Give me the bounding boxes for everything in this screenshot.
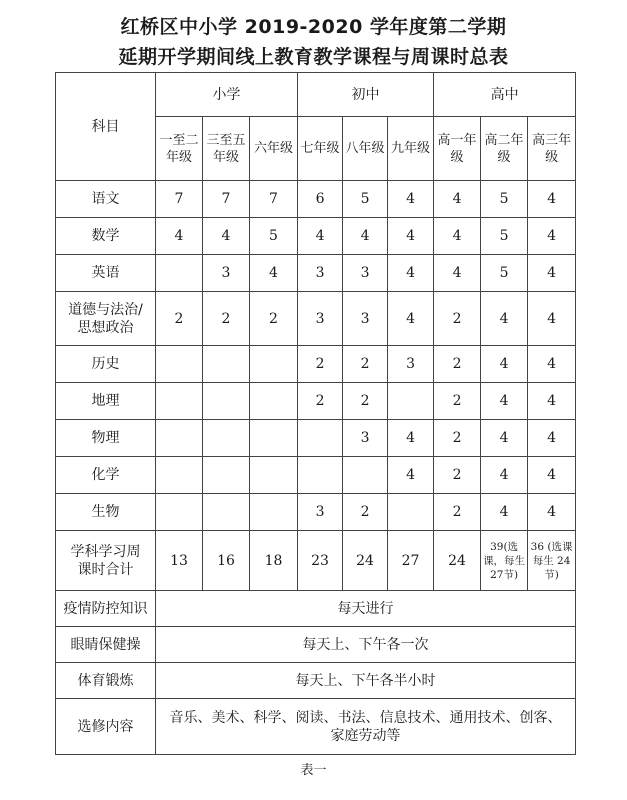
total-cell: 16 (203, 531, 250, 591)
total-cell-note: 36 (选课每生 24 节) (528, 531, 576, 591)
grade-header: 八年级 (343, 117, 388, 181)
table-row (56, 457, 576, 494)
hours-cell (250, 420, 298, 457)
total-cell: 24 (434, 531, 481, 591)
hours-cell: 5 (481, 255, 528, 292)
hours-cell: 4 (388, 420, 434, 457)
hours-cell: 4 (528, 346, 576, 383)
subject-label: 历史 (56, 346, 156, 383)
hours-cell (203, 383, 250, 420)
table-row (56, 494, 576, 531)
grade-header: 三至五年级 (203, 117, 250, 181)
total-cell: 13 (156, 531, 203, 591)
table-row (56, 383, 576, 420)
hours-cell (250, 346, 298, 383)
total-cell: 18 (250, 531, 298, 591)
table-row (56, 420, 576, 457)
hours-cell: 2 (434, 383, 481, 420)
hours-cell: 2 (434, 292, 481, 346)
hours-cell: 4 (528, 383, 576, 420)
extra-row (56, 699, 576, 755)
grade-header: 七年级 (298, 117, 343, 181)
hours-cell: 4 (481, 494, 528, 531)
hours-cell: 4 (481, 420, 528, 457)
hours-cell: 5 (481, 181, 528, 218)
extra-label: 疫情防控知识 (56, 591, 156, 627)
hours-cell: 4 (156, 218, 203, 255)
hours-cell: 4 (528, 457, 576, 494)
group-header-junior: 初中 (298, 73, 434, 117)
hours-cell: 2 (298, 346, 343, 383)
hours-cell: 3 (343, 292, 388, 346)
hours-cell (298, 457, 343, 494)
hours-cell (156, 457, 203, 494)
hours-cell: 4 (528, 218, 576, 255)
hours-cell: 7 (156, 181, 203, 218)
document-title: 红桥区中小学 2019-2020 学年度第二学期 (120, 16, 507, 38)
group-header-senior: 高中 (434, 73, 576, 117)
total-cell: 24 (343, 531, 388, 591)
subject-label: 道德与法治/思想政治 (56, 292, 156, 346)
hours-cell (250, 457, 298, 494)
extra-value: 每天上、下午各半小时 (156, 663, 576, 699)
header-row-groups (56, 73, 576, 117)
hours-cell: 4 (343, 218, 388, 255)
grade-header: 高三年级 (528, 117, 576, 181)
hours-cell: 4 (528, 292, 576, 346)
hours-cell: 2 (203, 292, 250, 346)
subject-label: 语文 (56, 181, 156, 218)
grade-header: 六年级 (250, 117, 298, 181)
extra-value: 音乐、美术、科学、阅读、书法、信息技术、通用技术、创客、家庭劳动等 (156, 699, 576, 755)
subject-label: 地理 (56, 383, 156, 420)
hours-cell (203, 457, 250, 494)
extra-row (56, 663, 576, 699)
hours-cell: 4 (481, 383, 528, 420)
extra-label: 眼睛保健操 (56, 627, 156, 663)
hours-cell: 6 (298, 181, 343, 218)
group-header-primary: 小学 (156, 73, 298, 117)
hours-cell: 3 (298, 292, 343, 346)
hours-cell (203, 346, 250, 383)
hours-cell: 5 (481, 218, 528, 255)
hours-cell: 5 (250, 218, 298, 255)
hours-cell: 4 (388, 255, 434, 292)
hours-cell: 7 (203, 181, 250, 218)
hours-cell: 2 (343, 494, 388, 531)
hours-cell: 7 (250, 181, 298, 218)
hours-cell: 3 (298, 494, 343, 531)
table-caption: 表一 (300, 763, 327, 778)
hours-cell: 2 (343, 346, 388, 383)
grade-header: 九年级 (388, 117, 434, 181)
hours-cell: 4 (481, 457, 528, 494)
hours-cell (156, 383, 203, 420)
hours-cell: 4 (388, 181, 434, 218)
hours-cell: 4 (434, 218, 481, 255)
hours-cell: 4 (388, 292, 434, 346)
total-row (56, 531, 576, 591)
hours-cell (388, 494, 434, 531)
hours-cell (203, 494, 250, 531)
hours-cell: 4 (298, 218, 343, 255)
hours-cell: 3 (203, 255, 250, 292)
hours-cell: 3 (388, 346, 434, 383)
subject-label: 英语 (56, 255, 156, 292)
subject-label: 物理 (56, 420, 156, 457)
extra-value: 每天进行 (156, 591, 576, 627)
total-cell-note: 39(选课，每生27节) (481, 531, 528, 591)
hours-cell: 2 (298, 383, 343, 420)
document-subtitle: 延期开学期间线上教育教学课程与周课时总表 (118, 46, 509, 68)
extra-row (56, 591, 576, 627)
hours-cell: 2 (343, 383, 388, 420)
total-cell: 23 (298, 531, 343, 591)
hours-cell: 2 (250, 292, 298, 346)
table-row (56, 255, 576, 292)
hours-cell: 2 (434, 346, 481, 383)
subject-label: 数学 (56, 218, 156, 255)
table-row (56, 346, 576, 383)
hours-cell: 2 (156, 292, 203, 346)
table-row (56, 181, 576, 218)
hours-cell (156, 494, 203, 531)
hours-cell (250, 383, 298, 420)
extra-value: 每天上、下午各一次 (156, 627, 576, 663)
hours-cell (156, 255, 203, 292)
hours-cell: 2 (434, 457, 481, 494)
hours-cell (343, 457, 388, 494)
hours-cell: 3 (298, 255, 343, 292)
extra-label: 选修内容 (56, 699, 156, 755)
hours-cell: 4 (434, 181, 481, 218)
hours-cell (388, 383, 434, 420)
hours-cell: 4 (388, 218, 434, 255)
hours-cell (298, 420, 343, 457)
hours-cell (250, 494, 298, 531)
hours-cell: 4 (481, 346, 528, 383)
hours-cell: 2 (434, 494, 481, 531)
hours-cell: 4 (528, 420, 576, 457)
hours-cell (156, 346, 203, 383)
hours-cell: 4 (250, 255, 298, 292)
hours-cell: 5 (343, 181, 388, 218)
hours-cell: 4 (481, 292, 528, 346)
table-row (56, 292, 576, 346)
hours-cell: 4 (434, 255, 481, 292)
grade-header: 高一年级 (434, 117, 481, 181)
hours-cell (156, 420, 203, 457)
grade-header: 一至二年级 (156, 117, 203, 181)
grade-header: 高二年级 (481, 117, 528, 181)
hours-cell: 4 (203, 218, 250, 255)
hours-cell: 4 (528, 494, 576, 531)
subject-header: 科目 (56, 73, 156, 181)
hours-cell: 4 (528, 255, 576, 292)
hours-cell: 4 (388, 457, 434, 494)
table-row (56, 218, 576, 255)
hours-cell: 3 (343, 420, 388, 457)
subject-label: 化学 (56, 457, 156, 494)
hours-cell (203, 420, 250, 457)
subject-label: 生物 (56, 494, 156, 531)
total-label: 学科学习周课时合计 (56, 531, 156, 591)
hours-cell: 2 (434, 420, 481, 457)
extra-row (56, 627, 576, 663)
total-cell: 27 (388, 531, 434, 591)
hours-cell: 3 (343, 255, 388, 292)
schedule-table (55, 72, 576, 755)
hours-cell: 4 (528, 181, 576, 218)
extra-label: 体育锻炼 (56, 663, 156, 699)
